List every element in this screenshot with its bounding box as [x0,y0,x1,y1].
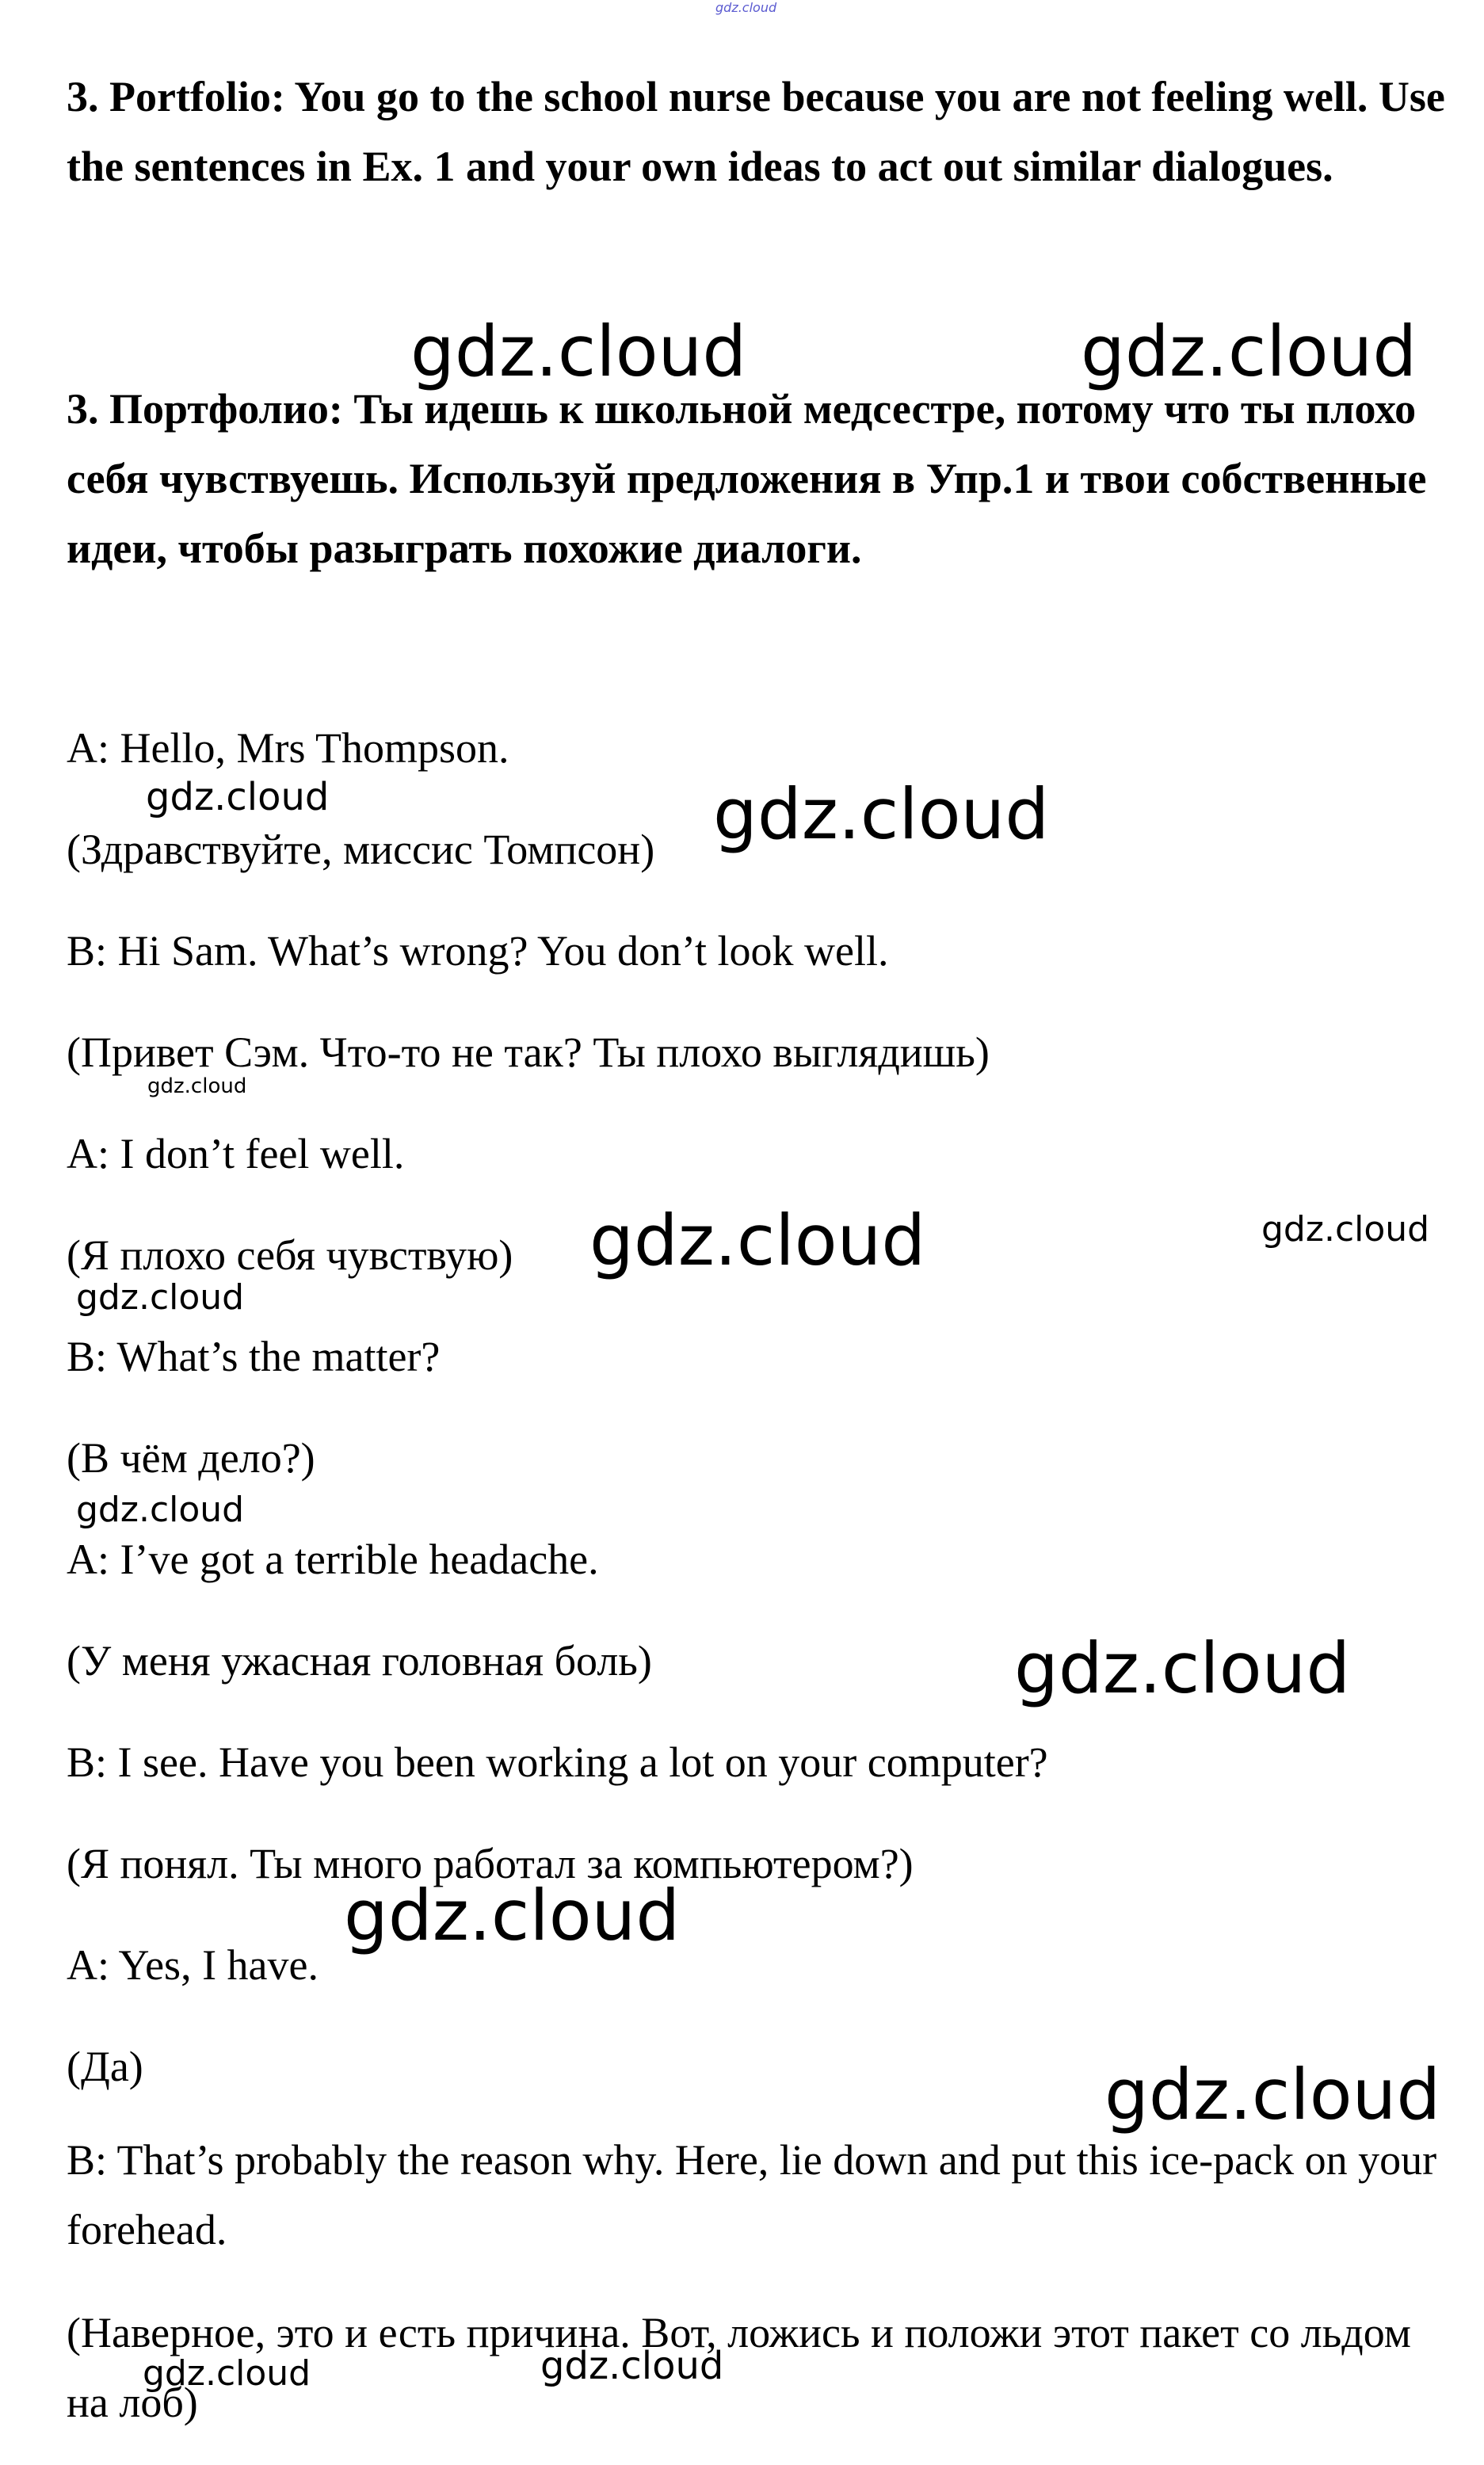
watermark: gdz.cloud [1261,1209,1430,1250]
dialogue-line: (Здравствуйте, миссис Томпсон) [67,826,655,873]
watermark: gdz.cloud [147,1074,247,1098]
dialogue-line: A: I’ve got a terrible headache. [67,1536,599,1583]
dialogue-line: B: What’s the matter? [67,1333,441,1380]
header-watermark: gdz.cloud [715,0,777,15]
watermark: gdz.cloud [1014,1627,1351,1709]
dialogue-line: (У меня ужасная головная боль) [67,1637,652,1685]
dialogue-line: B: That’s probably the reason why. Here, lie down and put this ice-pack on your forehead. [67,2136,1437,2253]
dialogue-line: (Привет Сэм. Что-то не так? Ты плохо выглядишь) [67,1028,990,1076]
watermark: gdz.cloud [76,1277,245,1318]
dialogue-line: B: Hi Sam. What’s wrong? You don’t look well. [67,927,889,975]
dialogue-line: (Я плохо себя чувствую) [67,1231,513,1279]
dialogue-line: (Наверное, это и есть причина. Вот, ложись и положи этот пакет со льдом на лоб) [67,2309,1411,2426]
dialogue-line: (Я понял. Ты много работал за компьютером?) [67,1840,914,1887]
watermark: gdz.cloud [146,775,330,819]
dialogue-line: (В чём дело?) [67,1434,315,1482]
watermark: gdz.cloud [410,311,747,392]
watermark: gdz.cloud [76,1490,245,1530]
dialogue-line: A: Yes, I have. [67,1941,319,1989]
dialogue-line: (Да) [67,2043,143,2090]
watermark: gdz.cloud [143,2353,311,2394]
dialogue-line: B: I see. Have you been working a lot on your computer? [67,1738,1048,1786]
watermark: gdz.cloud [713,773,1050,855]
dialogue-line: A: Hello, Mrs Thompson. [67,724,509,772]
watermark: gdz.cloud [1081,311,1417,392]
task-russian: 3. Портфолио: Ты идешь к школьной медсестре, потому что ты плохо себя чувствуешь. Используй предложения в Упр.1 и твои собственные идеи, чтобы разыграть похожие диалоги. [67,385,1427,572]
watermark: gdz.cloud [589,1200,926,1281]
task-english: 3. Portfolio: You go to the school nurse because you are not feeling well. Use the sentences in Ex. 1 and your own ideas to act out similar dialogues. [67,73,1445,190]
watermark: gdz.cloud [344,1875,681,1956]
dialogue-line: A: I don’t feel well. [67,1130,405,1177]
watermark: gdz.cloud [1104,2054,1441,2135]
watermark: gdz.cloud [540,2344,724,2388]
